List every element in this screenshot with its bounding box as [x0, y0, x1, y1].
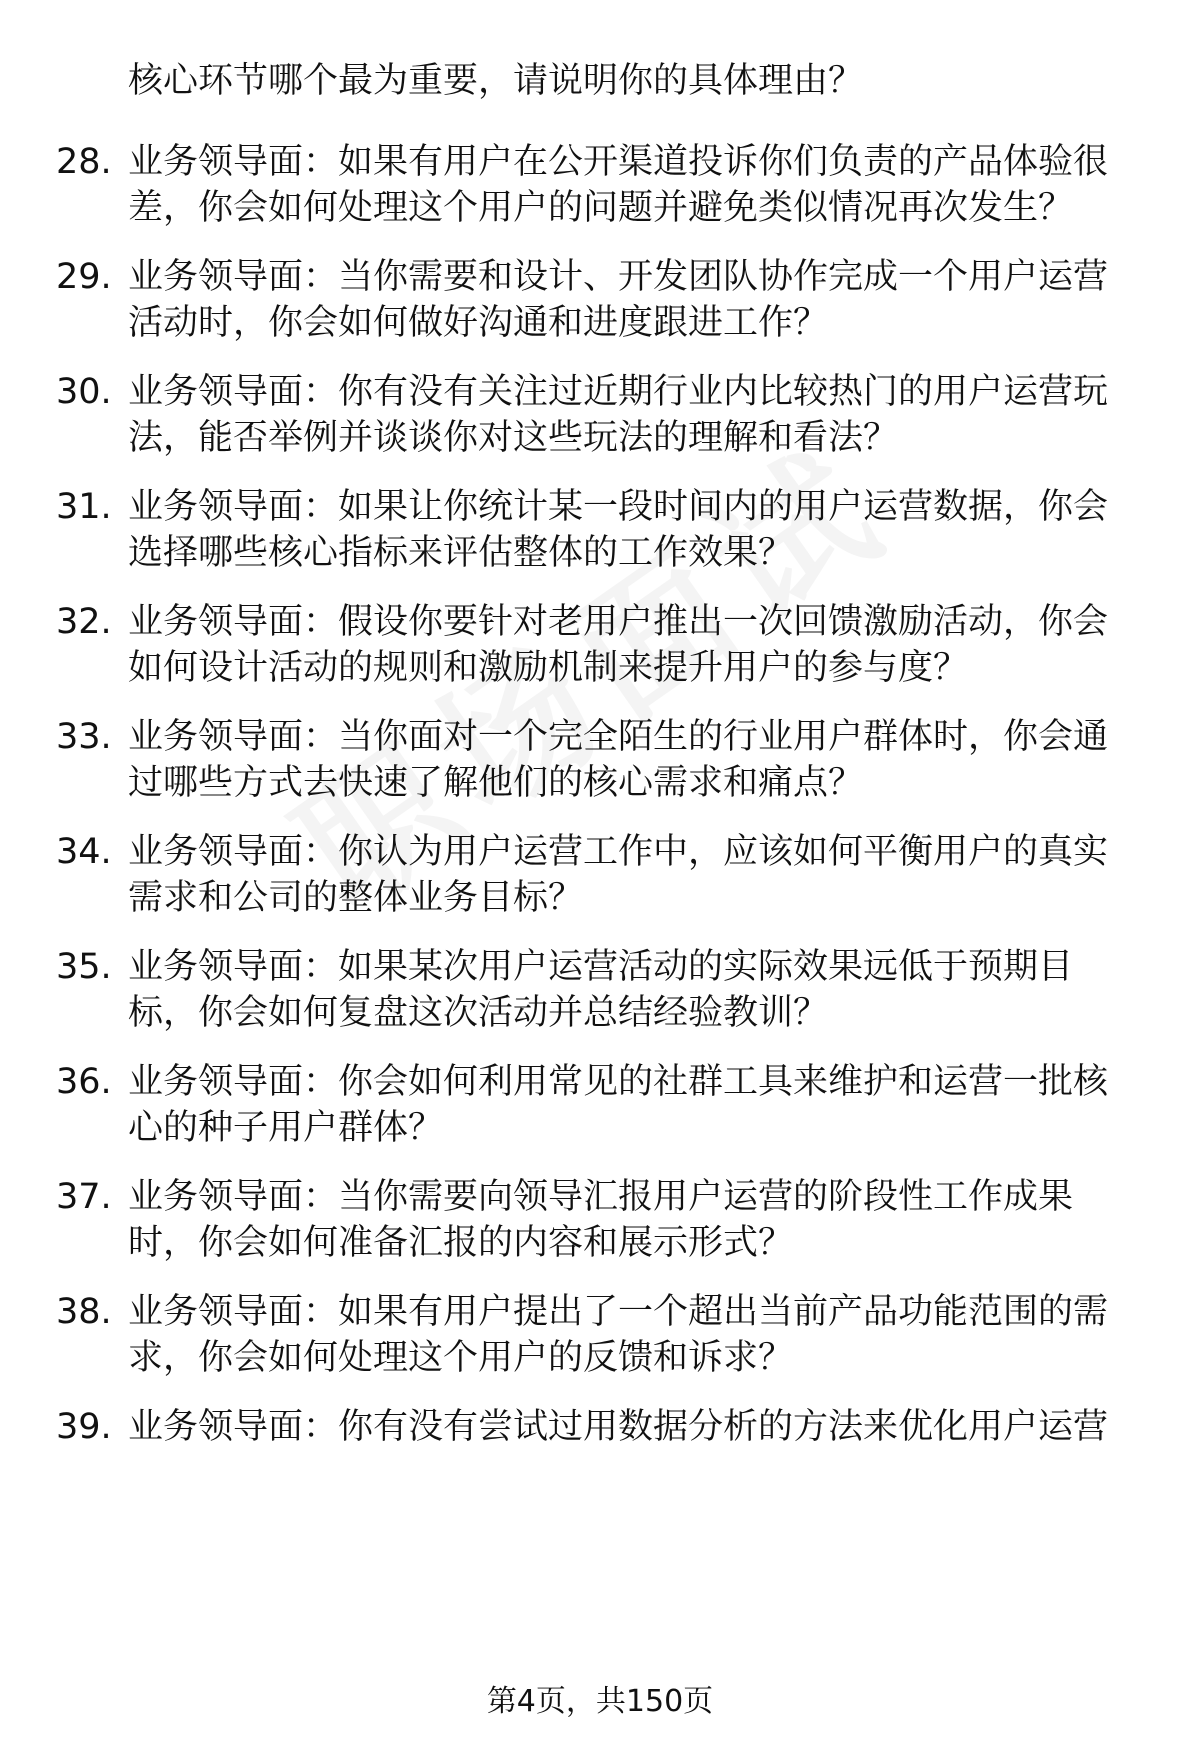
question-number: 38.	[56, 1292, 112, 1332]
question-number: 39.	[56, 1407, 112, 1447]
question-text: 业务领导面：你有没有关注过近期行业内比较热门的用户运营玩法，能否举例并谈谈你对这些玩法的理解和看法？	[128, 372, 1109, 458]
question-text: 业务领导面：如果有用户提出了一个超出当前产品功能范围的需求，你会如何处理这个用户的反馈和诉求？	[128, 1292, 1109, 1378]
question-text: 业务领导面：你认为用户运营工作中，应该如何平衡用户的真实需求和公司的整体业务目标？	[128, 832, 1109, 918]
question-text: 业务领导面：假设你要针对老用户推出一次回馈激励活动，你会如何设计活动的规则和激励机制来提升用户的参与度？	[128, 602, 1109, 688]
question-text: 业务领导面：如果有用户在公开渠道投诉你们负责的产品体验很差，你会如何处理这个用户的问题并避免类似情况再次发生？	[128, 142, 1109, 228]
question-text: 业务领导面：当你需要向领导汇报用户运营的阶段性工作成果时，你会如何准备汇报的内容和展示形式？	[128, 1177, 1074, 1263]
question-text: 业务领导面：如果某次用户运营活动的实际效果远低于预期目标，你会如何复盘这次活动并总结经验教训？	[128, 947, 1074, 1033]
question-number: 33.	[56, 717, 112, 757]
continued-question-text: 核心环节哪个最为重要，请说明你的具体理由？	[128, 61, 864, 101]
question-number: 30.	[56, 372, 112, 412]
question-text: 业务领导面：如果让你统计某一段时间内的用户运营数据，你会选择哪些核心指标来评估整体的工作效果？	[128, 487, 1109, 573]
question-number: 34.	[56, 832, 112, 872]
question-text: 业务领导面：当你面对一个完全陌生的行业用户群体时，你会通过哪些方式去快速了解他们的核心需求和痛点？	[128, 717, 1109, 803]
question-number: 36.	[56, 1062, 112, 1102]
page-footer: 第4页，共150页	[486, 1684, 714, 1719]
question-text: 业务领导面：你有没有尝试过用数据分析的方法来优化用户运营	[128, 1407, 1109, 1447]
question-number: 28.	[56, 142, 112, 182]
question-text: 业务领导面：当你需要和设计、开发团队协作完成一个用户运营活动时，你会如何做好沟通和进度跟进工作？	[128, 257, 1109, 343]
question-number: 29.	[56, 257, 112, 297]
question-number: 32.	[56, 602, 112, 642]
question-number: 37.	[56, 1177, 112, 1217]
question-text: 业务领导面：你会如何利用常见的社群工具来维护和运营一批核心的种子用户群体？	[128, 1062, 1109, 1148]
question-number: 31.	[56, 487, 112, 527]
question-number: 35.	[56, 947, 112, 987]
